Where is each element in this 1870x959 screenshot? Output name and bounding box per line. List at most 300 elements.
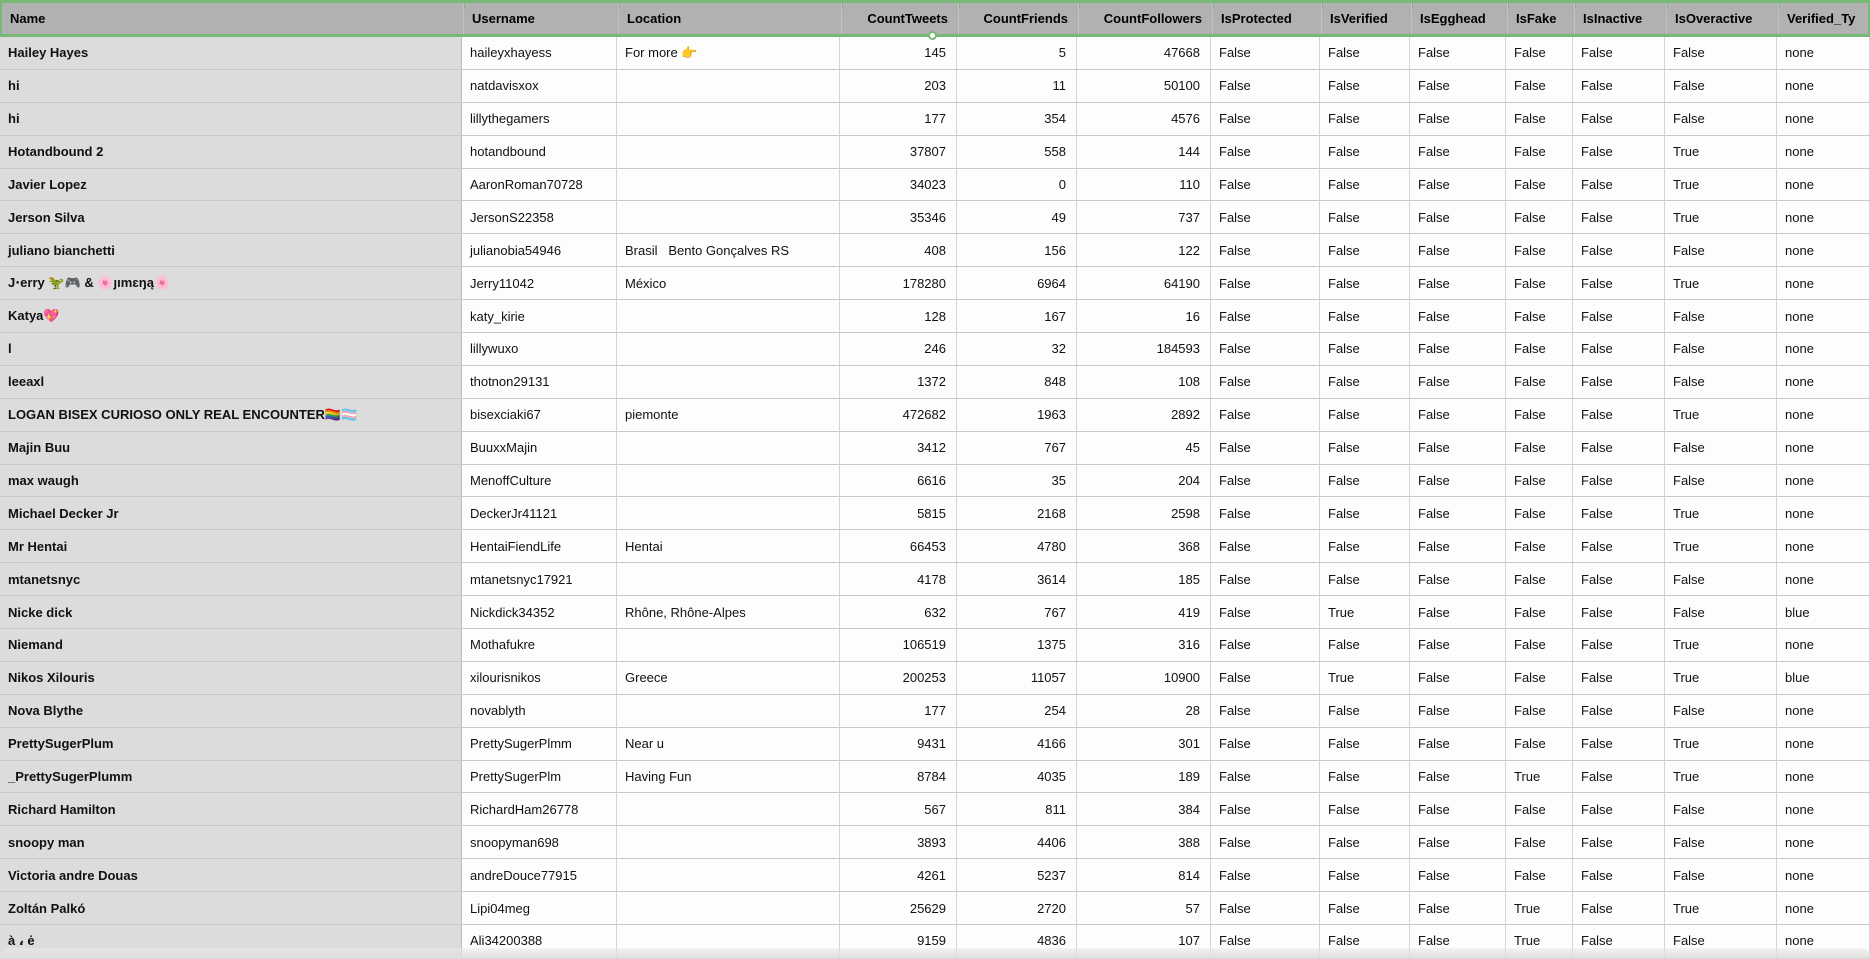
cell-count_tweets[interactable]: 632 [840, 596, 957, 629]
cell-is_verified[interactable]: False [1320, 333, 1410, 366]
cell-location[interactable]: piemonte [617, 399, 840, 432]
cell-count_followers[interactable]: 368 [1077, 530, 1211, 563]
cell-count_followers[interactable]: 301 [1077, 728, 1211, 761]
cell-count_friends[interactable]: 35 [957, 465, 1077, 498]
cell-is_egghead[interactable]: False [1410, 366, 1506, 399]
cell-username[interactable]: xilourisnikos [462, 662, 617, 695]
cell-count_followers[interactable]: 16 [1077, 300, 1211, 333]
cell-is_inactive[interactable]: False [1573, 728, 1665, 761]
cell-is_fake[interactable]: False [1506, 366, 1573, 399]
cell-is_overactive[interactable]: False [1665, 465, 1777, 498]
cell-is_overactive[interactable]: False [1665, 859, 1777, 892]
cell-count_followers[interactable]: 28 [1077, 695, 1211, 728]
cell-is_egghead[interactable]: False [1410, 201, 1506, 234]
cell-username[interactable]: Lipi04meg [462, 892, 617, 925]
cell-is_inactive[interactable]: False [1573, 267, 1665, 300]
cell-verified_type[interactable]: none [1777, 859, 1870, 892]
cell-username[interactable]: Ali34200388 [462, 925, 617, 958]
cell-count_followers[interactable]: 316 [1077, 629, 1211, 662]
cell-is_verified[interactable]: False [1320, 925, 1410, 958]
cell-verified_type[interactable]: none [1777, 563, 1870, 596]
cell-name[interactable]: Jerson Silva [0, 201, 462, 234]
cell-count_friends[interactable]: 5237 [957, 859, 1077, 892]
cell-is_egghead[interactable]: False [1410, 267, 1506, 300]
cell-is_verified[interactable]: False [1320, 136, 1410, 169]
cell-count_tweets[interactable]: 3412 [840, 432, 957, 465]
cell-is_fake[interactable]: False [1506, 399, 1573, 432]
cell-name[interactable]: mtanetsnyc [0, 563, 462, 596]
cell-is_inactive[interactable]: False [1573, 793, 1665, 826]
cell-is_inactive[interactable]: False [1573, 629, 1665, 662]
cell-name[interactable]: à ، ė [0, 925, 462, 958]
cell-is_overactive[interactable]: False [1665, 563, 1777, 596]
cell-is_overactive[interactable]: False [1665, 37, 1777, 70]
cell-is_inactive[interactable]: False [1573, 169, 1665, 202]
cell-is_egghead[interactable]: False [1410, 925, 1506, 958]
cell-count_followers[interactable]: 10900 [1077, 662, 1211, 695]
cell-count_followers[interactable]: 144 [1077, 136, 1211, 169]
cell-is_protected[interactable]: False [1211, 892, 1320, 925]
cell-count_friends[interactable]: 2720 [957, 892, 1077, 925]
cell-location[interactable] [617, 136, 840, 169]
cell-is_verified[interactable]: False [1320, 399, 1410, 432]
cell-location[interactable] [617, 169, 840, 202]
cell-is_fake[interactable]: True [1506, 761, 1573, 794]
cell-count_tweets[interactable]: 178280 [840, 267, 957, 300]
cell-is_fake[interactable]: False [1506, 333, 1573, 366]
cell-username[interactable]: BuuxxMajin [462, 432, 617, 465]
cell-is_inactive[interactable]: False [1573, 497, 1665, 530]
cell-is_fake[interactable]: False [1506, 267, 1573, 300]
cell-is_inactive[interactable]: False [1573, 465, 1665, 498]
cell-count_followers[interactable]: 419 [1077, 596, 1211, 629]
cell-is_verified[interactable]: True [1320, 596, 1410, 629]
cell-count_friends[interactable]: 811 [957, 793, 1077, 826]
cell-verified_type[interactable]: none [1777, 892, 1870, 925]
cell-is_overactive[interactable]: False [1665, 103, 1777, 136]
cell-verified_type[interactable]: blue [1777, 662, 1870, 695]
cell-count_followers[interactable]: 184593 [1077, 333, 1211, 366]
cell-count_friends[interactable]: 4836 [957, 925, 1077, 958]
cell-count_followers[interactable]: 122 [1077, 234, 1211, 267]
cell-count_friends[interactable]: 4780 [957, 530, 1077, 563]
cell-is_egghead[interactable]: False [1410, 629, 1506, 662]
cell-is_protected[interactable]: False [1211, 103, 1320, 136]
cell-is_egghead[interactable]: False [1410, 695, 1506, 728]
cell-is_fake[interactable]: False [1506, 826, 1573, 859]
cell-is_overactive[interactable]: True [1665, 169, 1777, 202]
cell-username[interactable]: RichardHam26778 [462, 793, 617, 826]
cell-is_egghead[interactable]: False [1410, 70, 1506, 103]
cell-is_protected[interactable]: False [1211, 300, 1320, 333]
cell-is_overactive[interactable]: True [1665, 201, 1777, 234]
cell-location[interactable] [617, 432, 840, 465]
column-header-name[interactable]: Name [2, 3, 464, 34]
cell-is_overactive[interactable]: False [1665, 826, 1777, 859]
cell-is_egghead[interactable]: False [1410, 37, 1506, 70]
cell-name[interactable]: Niemand [0, 629, 462, 662]
cell-is_fake[interactable]: False [1506, 497, 1573, 530]
cell-count_friends[interactable]: 254 [957, 695, 1077, 728]
cell-location[interactable] [617, 563, 840, 596]
cell-verified_type[interactable]: none [1777, 530, 1870, 563]
cell-is_overactive[interactable]: True [1665, 761, 1777, 794]
cell-is_fake[interactable]: False [1506, 629, 1573, 662]
column-header-is_verified[interactable]: IsVerified [1322, 3, 1412, 34]
cell-username[interactable]: PrettySugerPlm [462, 761, 617, 794]
cell-location[interactable] [617, 629, 840, 662]
cell-is_egghead[interactable]: False [1410, 432, 1506, 465]
cell-is_inactive[interactable]: False [1573, 826, 1665, 859]
cell-is_inactive[interactable]: False [1573, 70, 1665, 103]
cell-name[interactable]: _PrettySugerPlumm [0, 761, 462, 794]
cell-verified_type[interactable]: none [1777, 234, 1870, 267]
cell-is_egghead[interactable]: False [1410, 103, 1506, 136]
cell-is_protected[interactable]: False [1211, 333, 1320, 366]
cell-username[interactable]: MenoffCulture [462, 465, 617, 498]
cell-is_protected[interactable]: False [1211, 695, 1320, 728]
cell-is_overactive[interactable]: True [1665, 629, 1777, 662]
cell-is_overactive[interactable]: False [1665, 70, 1777, 103]
column-header-count_friends[interactable]: CountFriends [959, 3, 1079, 34]
cell-name[interactable]: hi [0, 103, 462, 136]
cell-is_protected[interactable]: False [1211, 399, 1320, 432]
cell-username[interactable]: AaronRoman70728 [462, 169, 617, 202]
cell-username[interactable]: JersonS22358 [462, 201, 617, 234]
cell-is_protected[interactable]: False [1211, 70, 1320, 103]
cell-is_overactive[interactable]: False [1665, 432, 1777, 465]
cell-username[interactable]: Jerry11042 [462, 267, 617, 300]
cell-count_tweets[interactable]: 9159 [840, 925, 957, 958]
cell-count_friends[interactable]: 767 [957, 432, 1077, 465]
cell-count_tweets[interactable]: 200253 [840, 662, 957, 695]
cell-count_tweets[interactable]: 408 [840, 234, 957, 267]
cell-count_friends[interactable]: 49 [957, 201, 1077, 234]
cell-is_overactive[interactable]: False [1665, 695, 1777, 728]
cell-count_friends[interactable]: 11 [957, 70, 1077, 103]
cell-is_protected[interactable]: False [1211, 629, 1320, 662]
cell-is_egghead[interactable]: False [1410, 826, 1506, 859]
cell-verified_type[interactable]: none [1777, 826, 1870, 859]
cell-count_followers[interactable]: 185 [1077, 563, 1211, 596]
cell-is_inactive[interactable]: False [1573, 596, 1665, 629]
cell-name[interactable]: J⋅erry 🦖🎮 & 🌸ȷımɛŋą🌸 [0, 267, 462, 300]
cell-username[interactable]: natdavisxox [462, 70, 617, 103]
cell-location[interactable] [617, 366, 840, 399]
cell-username[interactable]: mtanetsnyc17921 [462, 563, 617, 596]
cell-is_egghead[interactable]: False [1410, 169, 1506, 202]
cell-is_verified[interactable]: False [1320, 629, 1410, 662]
cell-verified_type[interactable]: none [1777, 761, 1870, 794]
cell-is_fake[interactable]: False [1506, 70, 1573, 103]
cell-is_fake[interactable]: False [1506, 563, 1573, 596]
cell-count_tweets[interactable]: 472682 [840, 399, 957, 432]
cell-is_protected[interactable]: False [1211, 728, 1320, 761]
cell-location[interactable] [617, 826, 840, 859]
cell-location[interactable] [617, 300, 840, 333]
cell-is_protected[interactable]: False [1211, 169, 1320, 202]
cell-verified_type[interactable]: none [1777, 70, 1870, 103]
column-header-count_followers[interactable]: CountFollowers [1079, 3, 1213, 34]
cell-name[interactable]: Majin Buu [0, 432, 462, 465]
cell-count_friends[interactable]: 4166 [957, 728, 1077, 761]
cell-is_inactive[interactable]: False [1573, 37, 1665, 70]
cell-is_verified[interactable]: False [1320, 366, 1410, 399]
column-header-is_inactive[interactable]: IsInactive [1575, 3, 1667, 34]
cell-location[interactable] [617, 465, 840, 498]
cell-verified_type[interactable]: blue [1777, 596, 1870, 629]
cell-is_verified[interactable]: False [1320, 201, 1410, 234]
cell-is_verified[interactable]: False [1320, 300, 1410, 333]
cell-is_verified[interactable]: False [1320, 728, 1410, 761]
cell-is_fake[interactable]: False [1506, 432, 1573, 465]
cell-count_tweets[interactable]: 177 [840, 695, 957, 728]
cell-username[interactable]: Nickdick34352 [462, 596, 617, 629]
cell-is_verified[interactable]: False [1320, 695, 1410, 728]
cell-count_friends[interactable]: 1375 [957, 629, 1077, 662]
cell-is_inactive[interactable]: False [1573, 892, 1665, 925]
cell-is_protected[interactable]: False [1211, 530, 1320, 563]
column-header-is_fake[interactable]: IsFake [1508, 3, 1575, 34]
cell-location[interactable]: Brasil Bento Gonçalves RS [617, 234, 840, 267]
cell-is_fake[interactable]: False [1506, 234, 1573, 267]
cell-count_followers[interactable]: 47668 [1077, 37, 1211, 70]
cell-is_overactive[interactable]: False [1665, 300, 1777, 333]
cell-count_followers[interactable]: 108 [1077, 366, 1211, 399]
cell-is_protected[interactable]: False [1211, 366, 1320, 399]
cell-count_friends[interactable]: 6964 [957, 267, 1077, 300]
cell-count_tweets[interactable]: 5815 [840, 497, 957, 530]
cell-location[interactable] [617, 497, 840, 530]
cell-count_tweets[interactable]: 35346 [840, 201, 957, 234]
cell-name[interactable]: Mr Hentai [0, 530, 462, 563]
column-header-count_tweets[interactable]: CountTweets [842, 3, 959, 34]
cell-is_inactive[interactable]: False [1573, 366, 1665, 399]
cell-count_tweets[interactable]: 1372 [840, 366, 957, 399]
cell-verified_type[interactable]: none [1777, 629, 1870, 662]
cell-name[interactable]: Zoltán Palkó [0, 892, 462, 925]
cell-username[interactable]: andreDouce77915 [462, 859, 617, 892]
cell-is_fake[interactable]: False [1506, 859, 1573, 892]
cell-is_verified[interactable]: True [1320, 662, 1410, 695]
column-header-is_overactive[interactable]: IsOveractive [1667, 3, 1779, 34]
cell-is_egghead[interactable]: False [1410, 596, 1506, 629]
cell-username[interactable]: DeckerJr41121 [462, 497, 617, 530]
cell-location[interactable]: Near u [617, 728, 840, 761]
cell-count_followers[interactable]: 57 [1077, 892, 1211, 925]
cell-is_fake[interactable]: False [1506, 728, 1573, 761]
cell-count_tweets[interactable]: 4261 [840, 859, 957, 892]
cell-is_egghead[interactable]: False [1410, 333, 1506, 366]
cell-is_egghead[interactable]: False [1410, 892, 1506, 925]
cell-is_inactive[interactable]: False [1573, 300, 1665, 333]
cell-location[interactable]: Having Fun [617, 761, 840, 794]
cell-is_overactive[interactable]: False [1665, 596, 1777, 629]
cell-count_followers[interactable]: 2598 [1077, 497, 1211, 530]
cell-verified_type[interactable]: none [1777, 695, 1870, 728]
cell-location[interactable]: Greece [617, 662, 840, 695]
cell-is_overactive[interactable]: False [1665, 234, 1777, 267]
cell-is_protected[interactable]: False [1211, 662, 1320, 695]
cell-is_verified[interactable]: False [1320, 826, 1410, 859]
cell-is_fake[interactable]: False [1506, 793, 1573, 826]
cell-count_followers[interactable]: 737 [1077, 201, 1211, 234]
cell-location[interactable]: Hentai [617, 530, 840, 563]
column-header-is_protected[interactable]: IsProtected [1213, 3, 1322, 34]
cell-name[interactable]: Michael Decker Jr [0, 497, 462, 530]
cell-location[interactable]: For more 👉 [617, 37, 840, 70]
cell-is_verified[interactable]: False [1320, 70, 1410, 103]
column-header-username[interactable]: Username [464, 3, 619, 34]
cell-is_inactive[interactable]: False [1573, 432, 1665, 465]
cell-is_inactive[interactable]: False [1573, 103, 1665, 136]
cell-is_fake[interactable]: False [1506, 201, 1573, 234]
cell-verified_type[interactable]: none [1777, 793, 1870, 826]
cell-count_tweets[interactable]: 203 [840, 70, 957, 103]
cell-name[interactable]: leeaxl [0, 366, 462, 399]
cell-is_inactive[interactable]: False [1573, 695, 1665, 728]
cell-is_fake[interactable]: True [1506, 892, 1573, 925]
cell-is_egghead[interactable]: False [1410, 859, 1506, 892]
cell-count_followers[interactable]: 4576 [1077, 103, 1211, 136]
cell-verified_type[interactable]: none [1777, 267, 1870, 300]
cell-count_friends[interactable]: 5 [957, 37, 1077, 70]
horizontal-scrollbar[interactable] [0, 948, 1870, 959]
cell-name[interactable]: Victoria andre Douas [0, 859, 462, 892]
cell-is_verified[interactable]: False [1320, 37, 1410, 70]
cell-name[interactable]: Nikos Xilouris [0, 662, 462, 695]
cell-count_tweets[interactable]: 3893 [840, 826, 957, 859]
cell-location[interactable] [617, 70, 840, 103]
cell-is_protected[interactable]: False [1211, 267, 1320, 300]
cell-count_followers[interactable]: 110 [1077, 169, 1211, 202]
cell-location[interactable] [617, 859, 840, 892]
cell-is_fake[interactable]: False [1506, 136, 1573, 169]
cell-is_fake[interactable]: False [1506, 695, 1573, 728]
cell-is_egghead[interactable]: False [1410, 761, 1506, 794]
cell-is_overactive[interactable]: True [1665, 728, 1777, 761]
cell-is_fake[interactable]: False [1506, 169, 1573, 202]
cell-is_protected[interactable]: False [1211, 37, 1320, 70]
cell-is_overactive[interactable]: True [1665, 892, 1777, 925]
cell-name[interactable]: LOGAN BISEX CURIOSO ONLY REAL ENCOUNTER🏳️‍🌈🏳️‍⚧️ [0, 399, 462, 432]
cell-count_friends[interactable]: 848 [957, 366, 1077, 399]
cell-is_egghead[interactable]: False [1410, 399, 1506, 432]
cell-count_friends[interactable]: 156 [957, 234, 1077, 267]
cell-location[interactable]: México [617, 267, 840, 300]
cell-count_tweets[interactable]: 34023 [840, 169, 957, 202]
cell-count_tweets[interactable]: 145 [840, 37, 957, 70]
cell-count_followers[interactable]: 384 [1077, 793, 1211, 826]
cell-is_verified[interactable]: False [1320, 892, 1410, 925]
cell-is_egghead[interactable]: False [1410, 530, 1506, 563]
cell-username[interactable]: snoopyman698 [462, 826, 617, 859]
cell-is_overactive[interactable]: False [1665, 366, 1777, 399]
cell-is_overactive[interactable]: False [1665, 333, 1777, 366]
cell-username[interactable]: lillythegamers [462, 103, 617, 136]
cell-name[interactable]: Hailey Hayes [0, 37, 462, 70]
cell-count_tweets[interactable]: 246 [840, 333, 957, 366]
cell-count_followers[interactable]: 64190 [1077, 267, 1211, 300]
cell-verified_type[interactable]: none [1777, 136, 1870, 169]
cell-is_overactive[interactable]: True [1665, 530, 1777, 563]
cell-is_inactive[interactable]: False [1573, 333, 1665, 366]
cell-name[interactable]: Richard Hamilton [0, 793, 462, 826]
cell-is_verified[interactable]: False [1320, 859, 1410, 892]
cell-name[interactable]: snoopy man [0, 826, 462, 859]
cell-count_followers[interactable]: 50100 [1077, 70, 1211, 103]
cell-verified_type[interactable]: none [1777, 37, 1870, 70]
cell-is_inactive[interactable]: False [1573, 201, 1665, 234]
cell-is_fake[interactable]: True [1506, 925, 1573, 958]
cell-is_overactive[interactable]: True [1665, 662, 1777, 695]
cell-name[interactable]: hi [0, 70, 462, 103]
cell-count_friends[interactable]: 4035 [957, 761, 1077, 794]
cell-location[interactable] [617, 695, 840, 728]
cell-is_inactive[interactable]: False [1573, 530, 1665, 563]
cell-verified_type[interactable]: none [1777, 399, 1870, 432]
cell-is_verified[interactable]: False [1320, 497, 1410, 530]
cell-name[interactable]: Javier Lopez [0, 169, 462, 202]
cell-username[interactable]: haileyxhayess [462, 37, 617, 70]
cell-count_followers[interactable]: 388 [1077, 826, 1211, 859]
cell-verified_type[interactable]: none [1777, 300, 1870, 333]
cell-count_friends[interactable]: 4406 [957, 826, 1077, 859]
cell-is_overactive[interactable]: False [1665, 925, 1777, 958]
cell-is_inactive[interactable]: False [1573, 925, 1665, 958]
cell-is_inactive[interactable]: False [1573, 234, 1665, 267]
cell-is_verified[interactable]: False [1320, 432, 1410, 465]
column-header-location[interactable]: Location [619, 3, 842, 34]
cell-is_fake[interactable]: False [1506, 300, 1573, 333]
cell-is_overactive[interactable]: True [1665, 497, 1777, 530]
cell-is_egghead[interactable]: False [1410, 300, 1506, 333]
cell-is_protected[interactable]: False [1211, 465, 1320, 498]
cell-name[interactable]: Nicke dick [0, 596, 462, 629]
cell-is_verified[interactable]: False [1320, 530, 1410, 563]
cell-username[interactable]: lillywuxo [462, 333, 617, 366]
cell-count_tweets[interactable]: 567 [840, 793, 957, 826]
cell-verified_type[interactable]: none [1777, 728, 1870, 761]
column-header-is_egghead[interactable]: IsEgghead [1412, 3, 1508, 34]
cell-count_friends[interactable]: 167 [957, 300, 1077, 333]
cell-verified_type[interactable]: none [1777, 169, 1870, 202]
cell-is_protected[interactable]: False [1211, 925, 1320, 958]
cell-count_friends[interactable]: 558 [957, 136, 1077, 169]
cell-count_friends[interactable]: 3614 [957, 563, 1077, 596]
cell-is_egghead[interactable]: False [1410, 793, 1506, 826]
cell-is_inactive[interactable]: False [1573, 662, 1665, 695]
cell-count_tweets[interactable]: 37807 [840, 136, 957, 169]
cell-count_tweets[interactable]: 8784 [840, 761, 957, 794]
cell-location[interactable]: Rhône, Rhône-Alpes [617, 596, 840, 629]
cell-is_protected[interactable]: False [1211, 596, 1320, 629]
cell-is_verified[interactable]: False [1320, 103, 1410, 136]
cell-location[interactable] [617, 892, 840, 925]
cell-count_tweets[interactable]: 177 [840, 103, 957, 136]
cell-is_overactive[interactable]: False [1665, 793, 1777, 826]
cell-location[interactable] [617, 333, 840, 366]
cell-username[interactable]: julianobia54946 [462, 234, 617, 267]
cell-is_egghead[interactable]: False [1410, 728, 1506, 761]
cell-count_friends[interactable]: 354 [957, 103, 1077, 136]
cell-is_inactive[interactable]: False [1573, 761, 1665, 794]
cell-count_followers[interactable]: 189 [1077, 761, 1211, 794]
cell-username[interactable]: novablyth [462, 695, 617, 728]
cell-username[interactable]: katy_kirie [462, 300, 617, 333]
cell-username[interactable]: PrettySugerPlmm [462, 728, 617, 761]
cell-is_fake[interactable]: False [1506, 662, 1573, 695]
